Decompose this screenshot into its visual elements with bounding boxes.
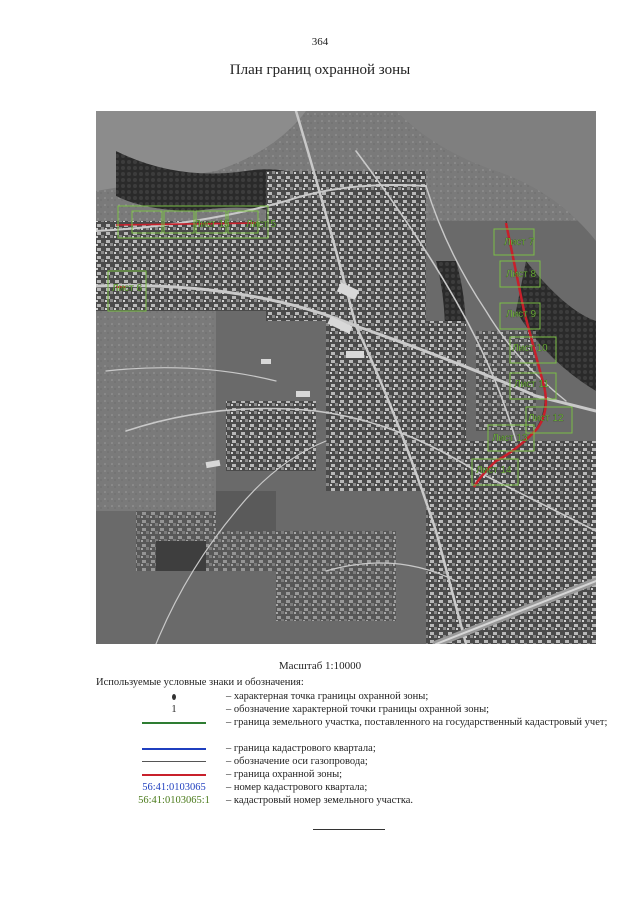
legend-title: Используемые условные знаки и обозначения: [96, 677, 304, 688]
sheet-label-10: Лист 10 [512, 343, 548, 354]
legend-item-boundary-point [96, 690, 616, 703]
sheet-label-12: Лист 12 [528, 413, 564, 424]
page-number: 364 [311, 36, 329, 48]
sheet-label-7: Лист 7 [504, 237, 535, 248]
divider [313, 829, 385, 830]
parcel-number-sample: 56:41:0103065:1 [138, 795, 210, 806]
legend-text: – характерная точка границы охранной зоны; [226, 691, 429, 702]
sheet-label-14: Лист 14 [476, 465, 512, 476]
sheet-label-9: Лист 9 [506, 309, 537, 320]
page-title: План границ охранной зоны [229, 62, 411, 78]
legend-text: – номер кадастрового квартала; [226, 782, 368, 793]
sheet-label-5: Лист 5 [246, 219, 277, 230]
sheet-label-11: Лист 11 [514, 379, 549, 390]
blue-line-icon [142, 748, 206, 750]
map-scale: Масштаб 1:10000 [278, 660, 362, 672]
legend-item-zone-boundary [96, 768, 616, 781]
legend-item-quarter-number [96, 781, 616, 794]
legend-item-parcel-number [96, 794, 616, 807]
legend-text: – граница охранной зоны; [226, 769, 343, 780]
legend-item-point-number [96, 703, 616, 716]
point-number-sample: 1 [171, 704, 177, 715]
legend-item-quarter-boundary [96, 742, 616, 755]
point-marker-icon [172, 694, 176, 700]
red-line-icon [142, 774, 206, 776]
map-canvas [96, 111, 596, 644]
legend-text: – обозначение оси газопровода; [226, 756, 368, 767]
legend-text: – кадастровый номер земельного участка. [226, 795, 414, 806]
legend-text: – обозначение характерной точки границы охранной зоны; [226, 704, 490, 715]
sheet-label-13: Лист 13 [492, 433, 528, 444]
quarter-number-sample: 56:41:0103065 [142, 782, 206, 793]
legend-item-pipeline-axis [96, 755, 616, 768]
sheet-label-15: Лист 15 [194, 219, 230, 230]
aerial-map[interactable] [96, 111, 596, 644]
sheet-label-8: Лист 8 [506, 269, 537, 280]
legend-item-parcel-boundary [96, 716, 616, 742]
legend-text: – граница земельного участка, поставленного на государственный кадастровый учет; [226, 717, 608, 728]
legend-text: – граница кадастрового квартала; [226, 743, 376, 754]
gray-line-icon [142, 761, 206, 762]
green-line-icon [142, 722, 206, 724]
sheet-label-6: Лист 6 [112, 283, 143, 294]
